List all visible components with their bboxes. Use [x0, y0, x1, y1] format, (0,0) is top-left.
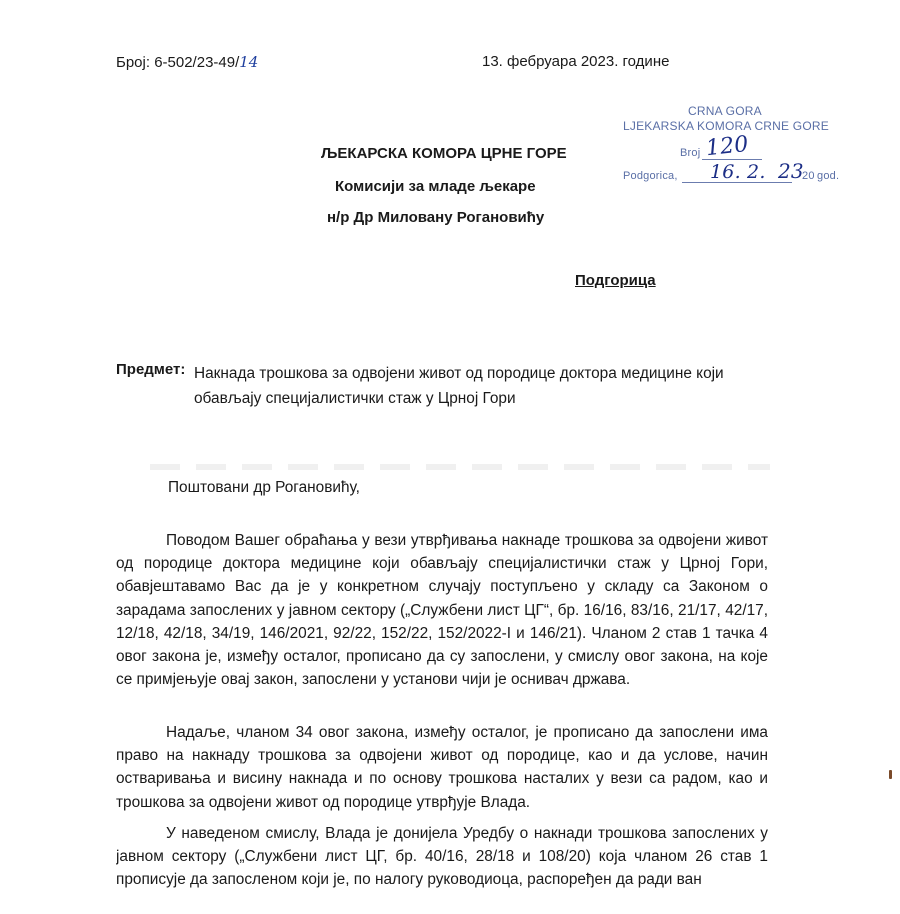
- stamp-country: CRNA GORA: [688, 104, 762, 118]
- scan-speck: [889, 770, 892, 779]
- reference-number: [116, 53, 258, 71]
- subject-label: Предмет:: [116, 361, 186, 378]
- letter-date: 13. фебруара 2023. године: [482, 53, 670, 70]
- stamp-number-value: 120: [704, 131, 750, 162]
- stamp-year-prefix: 20: [802, 170, 815, 182]
- body-paragraph-1: Поводом Вашег обраћања у вези утврђивања накнаде трошкова за одвојени живот од породице доктора медицине који обављају специјалистички стаж у Црној Гори, обавјештавамо Вас да је у конкретном случају поступљено у складу са Законом о зарадама запослених у јавном сектору („Службени лист ЦГ“, бр. 16/16, 83/16, 21/17, 42/17, 12/18, 42/18, 34/19, 146/2021, 92/22, 152/22, 152/2022-I и 146/21). Чланом 2 став 1 тачка 4 овог закона је, између осталог, прописано да су запослени, у смислу овог закона, на које се примјењује овај закон, запослени у установи чији је оснивач држава.: [116, 532, 768, 689]
- registry-stamp: [620, 104, 840, 188]
- reference-handwritten-number: 14: [239, 53, 259, 71]
- reference-label: Број: 6-502/23-49/: [116, 54, 240, 71]
- stamp-organization: LJEKARSKA KOMORA CRNE GORE: [623, 119, 829, 133]
- stamp-date-value: 16. 2.: [710, 161, 766, 183]
- recipient-city: Подгорица: [575, 272, 656, 289]
- recipient-person: н/р Др Миловану Рогановићу: [327, 209, 545, 226]
- body-paragraph-2: Надаље, чланом 34 овог закона, између осталог, је прописано да запослени има право на накнаду трошкова за одвојени живот од породице, као и да услове, начин остваривања и висину накнада и по основу трошкова насталих у вези са радом, као и трошкова за одвојени живот од породице утврђује Влада.: [116, 724, 768, 811]
- stamp-god-label: god.: [817, 170, 840, 182]
- recipient-commission: Комисији за младе љекаре: [335, 178, 536, 195]
- subject-text: Накнада трошкова за одвојени живот од породице доктора медицине који обављају специјалистички стаж у Црној Гори: [194, 365, 724, 407]
- greeting: Поштовани др Рогановићу,: [168, 479, 360, 496]
- stamp-year-value: 23: [778, 159, 804, 183]
- stamp-number-label: Broj: [680, 147, 701, 159]
- body-paragraph-3: У наведеном смислу, Влада је донијела Уредбу о накнади трошкова запослених у јавном сектору („Службени лист ЦГ, бр. 40/16, 28/18 и 108/20) која чланом 26 став 1 прописује да запосленом који је, по налогу руководиоца, распоређен да ради ван: [116, 825, 768, 889]
- scan-artifact-line: [150, 464, 770, 470]
- recipient-organization: ЉЕКАРСКА КОМОРА ЦРНЕ ГОРЕ: [321, 145, 567, 162]
- stamp-place-label: Podgorica,: [623, 170, 678, 182]
